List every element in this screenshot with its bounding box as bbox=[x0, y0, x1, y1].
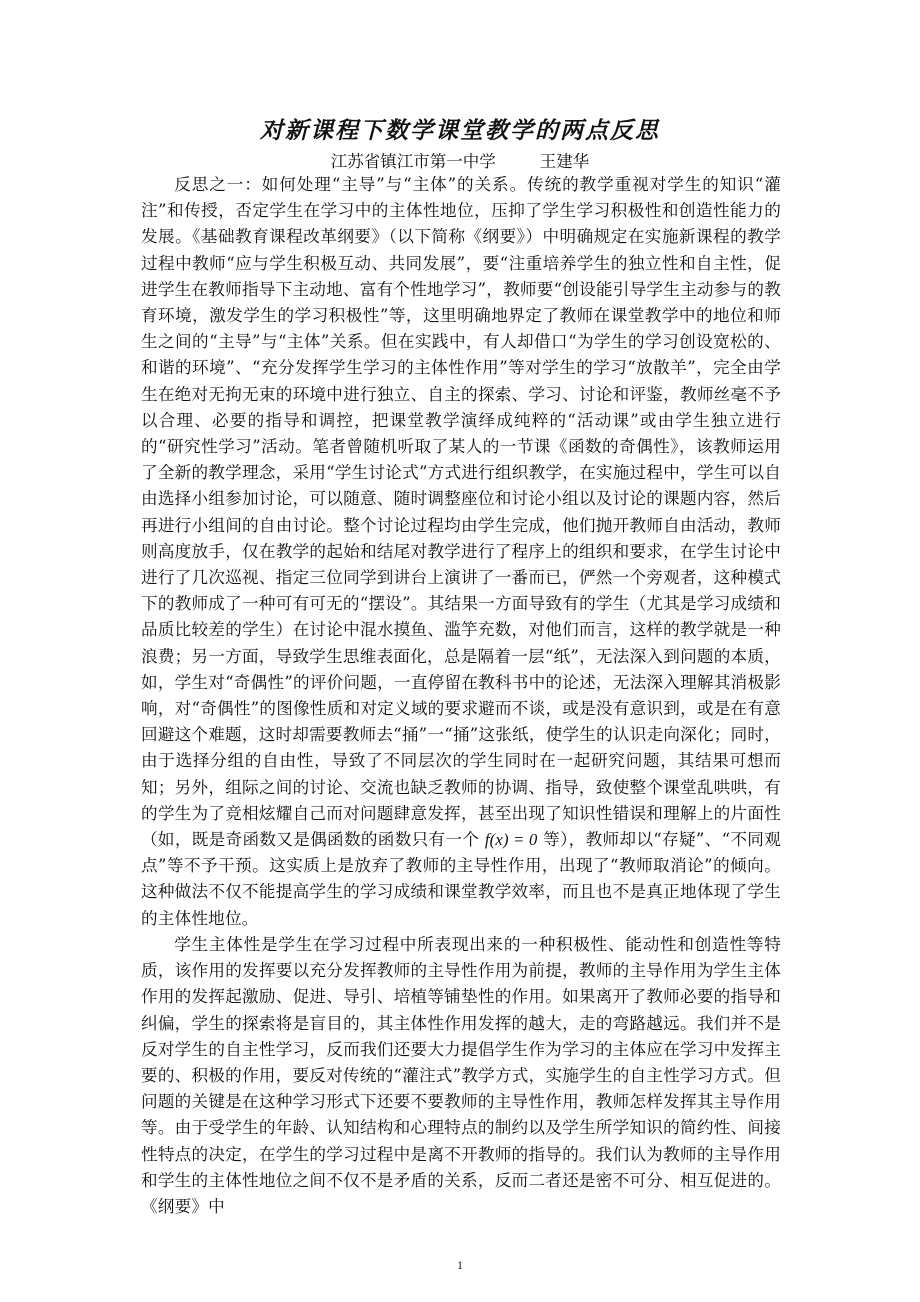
author-name: 王建华 bbox=[539, 152, 590, 171]
paragraph-2: 学生主体性是学生在学习过程中所表现出来的一种积极性、能动性和创造性等特质，该作用的发挥要以充分发挥教师的主导性作用为前提，教师的主导作用为学生主体作用的发挥起激励、促进、导引、培植等铺垫性的作用。如果离开了教师必要的指导和纠偏，学生的探索将是盲目的，其主体性作用发挥的越大，走的弯路越远。我们并不是反对学生的自主性学习，反而我们还要大力提倡学生作为学习的主体应在学习中发挥主要的、积极的作用，要反对传统的“灌注式”教学方式，实施学生的自主性学习方式。但问题的关键是在这种学习形式下还要不要教师的主导性作用，教师怎样发挥其主导作用等。由于受学生的年龄、认知结构和心理特点的制约以及学生所学知识的简约性、间接性特点的决定，在学生的学习过程中是离不开教师的指导的。我们认为教师的主导作用和学生的主体性地位之间不仅不是矛盾的关系，反而二者还是密不可分、相互促进的。《纲要》中 bbox=[141, 934, 781, 1216]
document-body bbox=[141, 172, 781, 1220]
author-line bbox=[0, 148, 920, 172]
paragraph-1 bbox=[141, 172, 781, 932]
paragraph-1-text-a: 反思之一：如何处理“主导”与“主体”的关系。传统的教学重视对学生的知识“灌注”和传授，否定学生在学习中的主体性地位，压抑了学生学习积极性和创造性能力的发展。《基础教育课程改革纲要》（以下简称《纲要》）中明确规定在实施新课程的教学过程中教师“应与学生积极互动、共同发展”，要“注重培养学生的独立性和自主性，促进学生在教师指导下主动地、富有个性地学习”，教师要“创设能引导学生主动参与的教育环境，激发学生的学习积极性”等，这里明确地界定了教师在课堂教学中的地位和师生之间的“主导”与“主体”关系。但在实践中，有人却借口“为学生的学习创设宽松的、和谐的环境”、“充分发挥学生学习的主体性作用”等对学生的学习“放散羊”，完全由学生在绝对无拘无束的环境中进行独立、自主的探索、学习、讨论和评鉴，教师丝毫不予以合理、必要的指导和调控，把课堂教学演绎成纯粹的“活动课”或由学生独立进行的“研究性学习”活动。笔者曾随机听取了某人的一节课《函数的奇偶性》，该教师运用了全新的教学理念，采用“学生讨论式”方式进行组织教学，在实施过程中，学生可以自由选择小组参加讨论，可以随意、随时调整座位和讨论小组以及讨论的课题内容，然后再进行小组间的自由讨论。整个讨论过程均由学生完成，他们抛开教师自由活动，教师则高度放手，仅在教学的起始和结尾对教学进行了程序上的组织和要求，在学生讨论中进行了几次巡视、指定三位同学到讲台上演讲了一番而已，俨然一个旁观者，这种模式下的教师成了一种可有可无的“摆设”。其结果一方面导致有的学生（尤其是学习成绩和品质比较差的学生）在讨论中混水摸鱼、滥竽充数，对他们而言，这样的教学就是一种浪费；另一方面，导致学生思维表面化，总是隔着一层“纸”，无法深入到问题的本质，如，学生对“奇偶性”的评价问题，一直停留在教科书中的论述，无法深入理解其消极影响，对“奇偶性”的图像性质和对定义域的要求避而不谈，或是没有意识到，或是在有意回避这个难题，这时却需要教师去“捅”一“捅”这张纸，使学生的认识走向深化；同时，由于选择分组的自由性，导致了不同层次的学生同时在一起研究问题，其结果可想而知；另外，组际之间的讨论、交流也缺乏教师的协调、指导，致使整个课堂乱哄哄，有的学生为了竞相炫耀自己而对问题肆意发挥，甚至出现了知识性错误和理解上的片面性（如，既是奇函数又是偶函数的函数只有一个 bbox=[141, 175, 781, 850]
page-number: 1 bbox=[457, 1258, 463, 1272]
author-school: 江苏省镇江市第一中学 bbox=[330, 152, 496, 171]
document-title: 对新课程下数学课堂教学的两点反思 bbox=[260, 117, 660, 144]
paragraph-1-text-b: 等），教师却以“存疑”、“不同观点”等不予干预。这实质上是放弃了教师的主导性作用，出现了“教师取消论”的倾向。这种做法不仅不能提高学生的学习成绩和课堂教学效率，而且也不是真正地体现了学生的主体性地位。 bbox=[141, 830, 782, 928]
formula-inline: f(x) = 0 bbox=[484, 830, 538, 850]
